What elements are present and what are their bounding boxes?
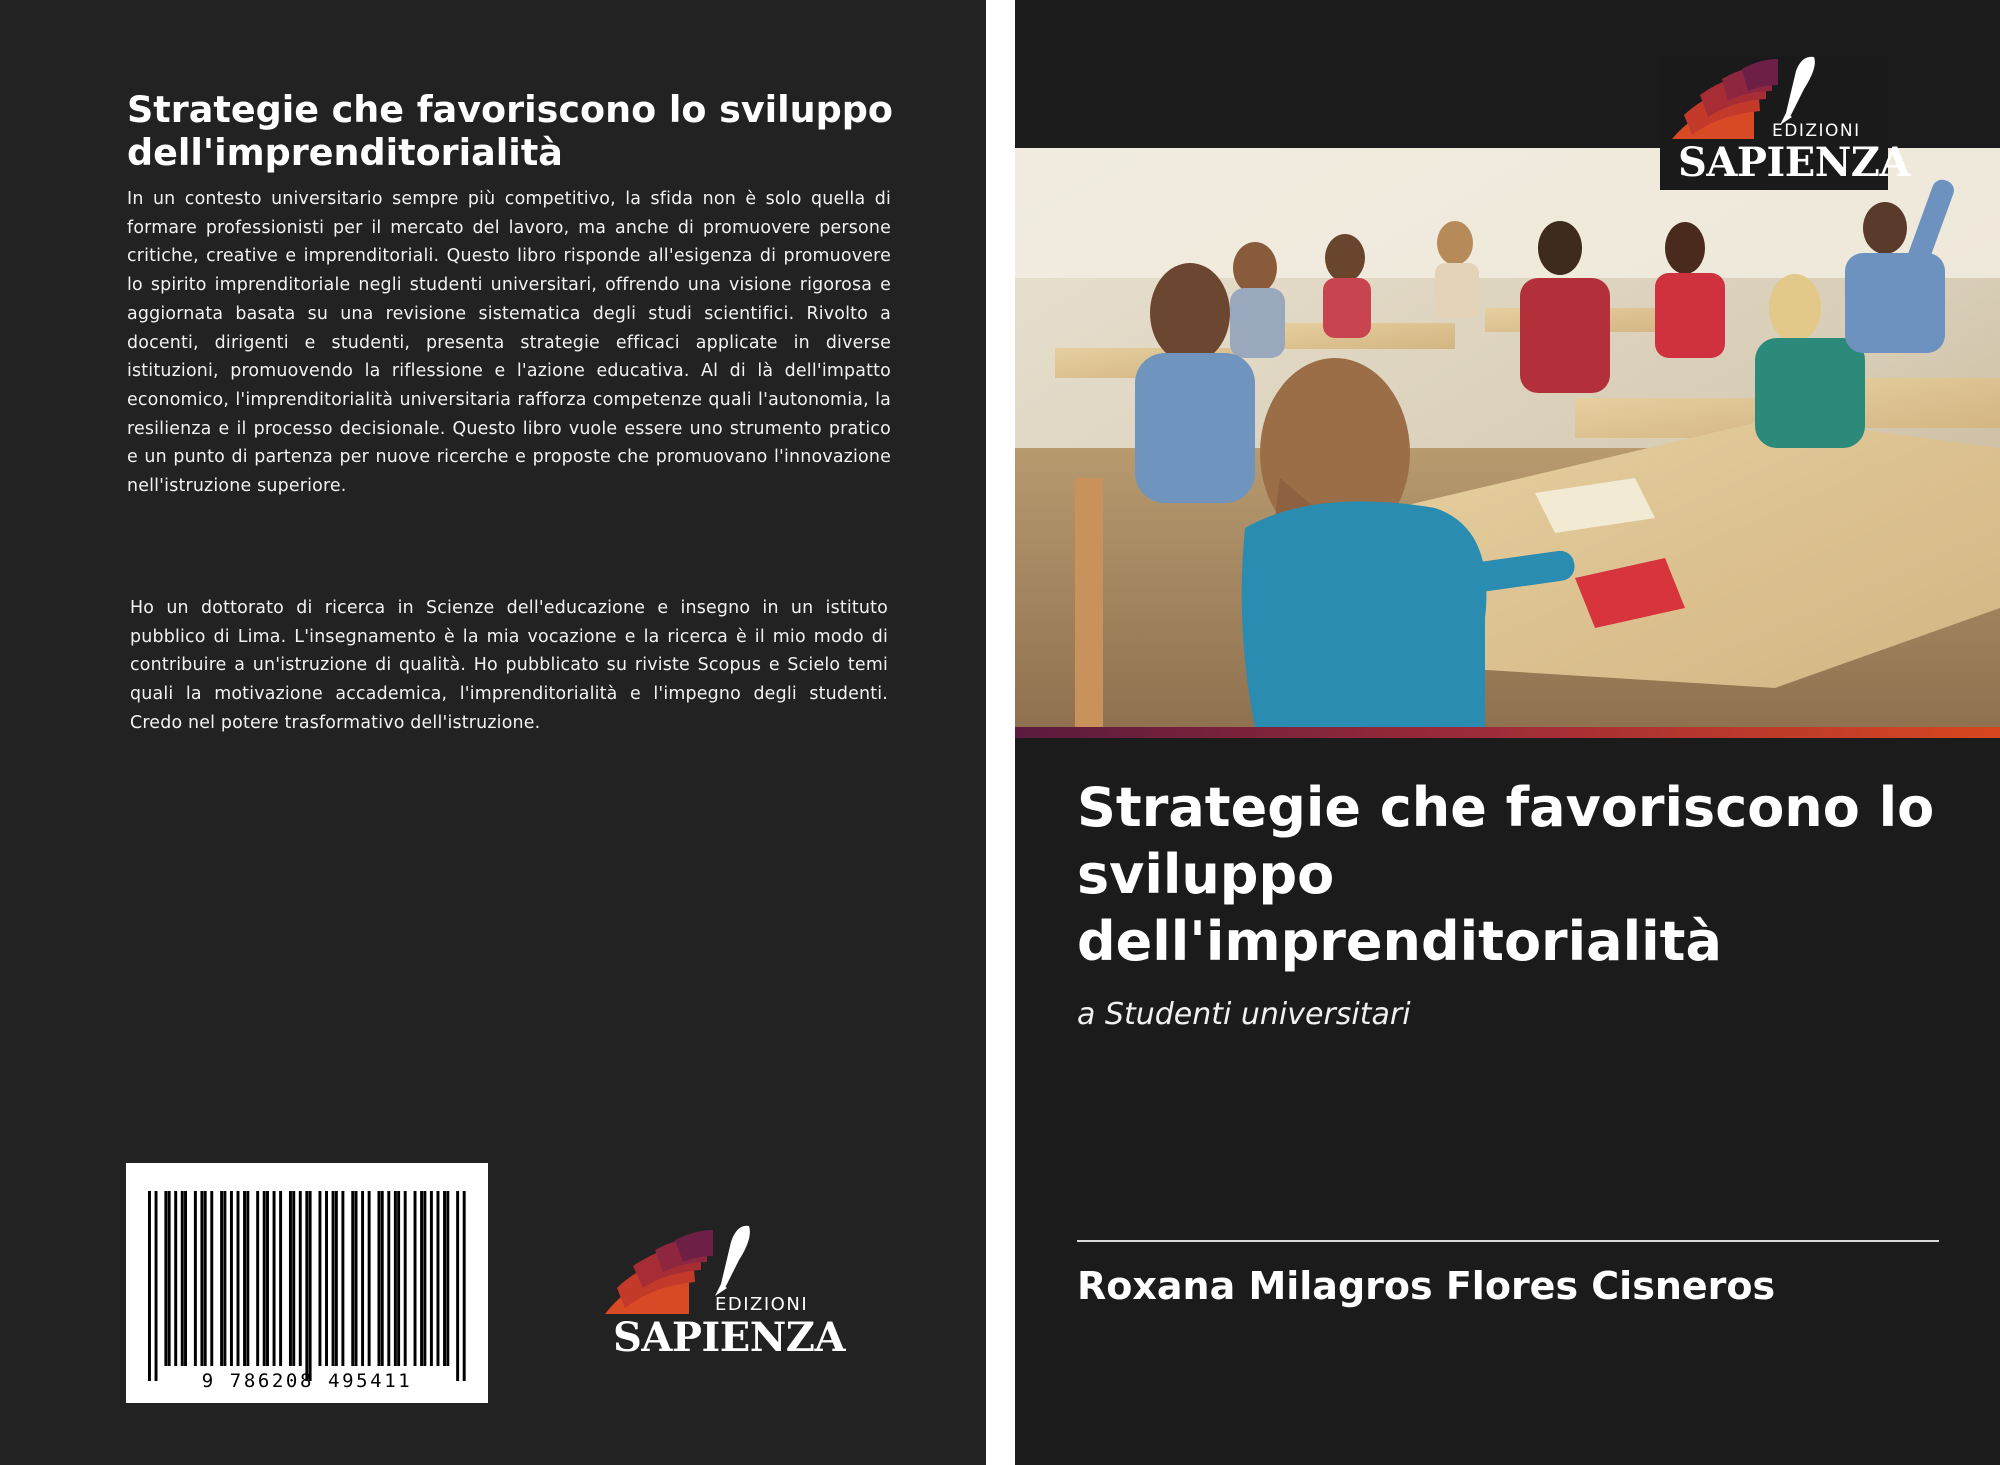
barcode-bar	[184, 1191, 187, 1366]
barcode-bar	[246, 1191, 249, 1366]
publisher-logo-front	[1660, 55, 1910, 190]
barcode-bar	[387, 1191, 390, 1366]
barcode-bar	[351, 1191, 354, 1366]
barcode-bar	[263, 1191, 266, 1366]
barcode-icon	[126, 1163, 488, 1403]
author-bio: Ho un dottorato di ricerca in Scienze dell'educazione e insegno in un istituto pubblico di Lima. L'insegnamento è la mia vocazione e la ricerca è il mio modo di contribuire a un'istruzione di qualità. Ho pubblicato su riviste Scopus e Scielo temi quali la motivazione accademica, l'imprenditorialità e l'impegno degli studenti. Credo nel potere trasformativo dell'istruzione.	[130, 598, 888, 733]
barcode-bar	[181, 1191, 184, 1366]
barcode-bar	[266, 1191, 269, 1366]
barcode-bar	[223, 1191, 226, 1366]
barcode-bar	[220, 1191, 223, 1366]
barcode-bar	[436, 1191, 439, 1366]
publisher-logo	[603, 1222, 845, 1361]
barcode-bar	[414, 1191, 417, 1366]
publisher-line2: SAPIENZA	[1678, 139, 1910, 186]
barcode-bar	[361, 1191, 364, 1366]
barcode-bar	[148, 1191, 151, 1381]
barcode-bar	[394, 1191, 397, 1366]
barcode-bar	[341, 1191, 344, 1366]
publisher-line2: SAPIENZA	[613, 1314, 845, 1361]
barcode-bar	[423, 1191, 426, 1366]
barcode-bar	[174, 1191, 177, 1366]
barcode-bar	[194, 1191, 197, 1366]
front-cover-title: Strategie che favoriscono lo sviluppo dell'imprenditorialità	[1077, 776, 1935, 973]
barcode-bar	[446, 1191, 449, 1366]
publisher-line1: EDIZIONI	[715, 1294, 809, 1315]
barcode-bar	[381, 1191, 384, 1366]
barcode-bar	[397, 1191, 400, 1366]
barcode-bar	[420, 1191, 423, 1366]
back-cover-title: Strategie che favoriscono lo sviluppo dell'imprenditorialità	[127, 88, 894, 174]
barcode-bar	[377, 1191, 380, 1366]
back-cover	[0, 0, 986, 1465]
barcode-bar	[204, 1191, 207, 1366]
barcode-bar	[332, 1191, 335, 1366]
barcode-bar	[368, 1191, 371, 1366]
barcode-bar	[243, 1191, 246, 1366]
barcode-bar	[443, 1191, 446, 1366]
accent-bar	[1015, 727, 2000, 738]
barcode-digits: 9 786208 495411	[201, 1370, 413, 1392]
divider-line	[1077, 1240, 1939, 1242]
barcode-bar	[463, 1191, 466, 1381]
barcode-bar	[299, 1191, 302, 1366]
book-description: In un contesto universitario sempre più competitivo, la sfida non è solo quella di formare professionisti per il mercato del lavoro, ma anche di promuovere persone critiche, creative e imprenditoriali. Questo libro risponde all'esigenza di promuovere lo spirito imprenditoriale negli studenti universitari, offrendo una visione rigorosa e aggiornata basata su una revisione sistematica degli studi scientifici. Rivolto a docenti, dirigenti e studenti, presenta strategie efficaci applicate in diverse istituzioni, promuovendo la riflessione e l'azione educativa. Al di là dell'impatto economico, l'imprenditorialità universitaria rafforza competenze quali l'autonomia, la resilienza e il processo decisionale. Questo libro vuole essere uno strumento pratico e un punto di partenza per nuove ricerche e proposte che promuovano l'innovazione nell'istruzione superiore.	[127, 189, 891, 497]
barcode-bar	[355, 1191, 358, 1366]
classroom-students-photo	[1015, 148, 2000, 728]
front-cover-subtitle: a Studenti universitari	[1077, 997, 1411, 1032]
barcode-bar	[404, 1191, 407, 1366]
barcode-bar	[335, 1191, 338, 1366]
publisher-line1: EDIZIONI	[1772, 121, 1861, 141]
barcode-bar	[289, 1191, 292, 1366]
barcode-bar	[200, 1191, 203, 1366]
barcode-bar	[456, 1191, 459, 1381]
barcode-bar	[279, 1191, 282, 1366]
barcode-bar	[273, 1191, 276, 1366]
barcode-bar	[292, 1191, 295, 1366]
barcode-bar	[230, 1191, 233, 1366]
barcode-bar	[309, 1191, 312, 1381]
cover-photo	[1015, 148, 2000, 728]
barcode-bar	[430, 1191, 433, 1366]
barcode-bar	[318, 1191, 321, 1366]
front-cover-author: Roxana Milagros Flores Cisneros	[1077, 1264, 1776, 1308]
barcode-bar	[155, 1191, 158, 1381]
isbn-barcode	[126, 1163, 488, 1403]
barcode-bar	[256, 1191, 259, 1366]
barcode-bar	[237, 1191, 240, 1366]
barcode-bar	[325, 1191, 328, 1366]
barcode-bar	[305, 1191, 308, 1381]
barcode-bar	[164, 1191, 167, 1366]
barcode-bar	[168, 1191, 171, 1366]
barcode-bar	[210, 1191, 213, 1366]
